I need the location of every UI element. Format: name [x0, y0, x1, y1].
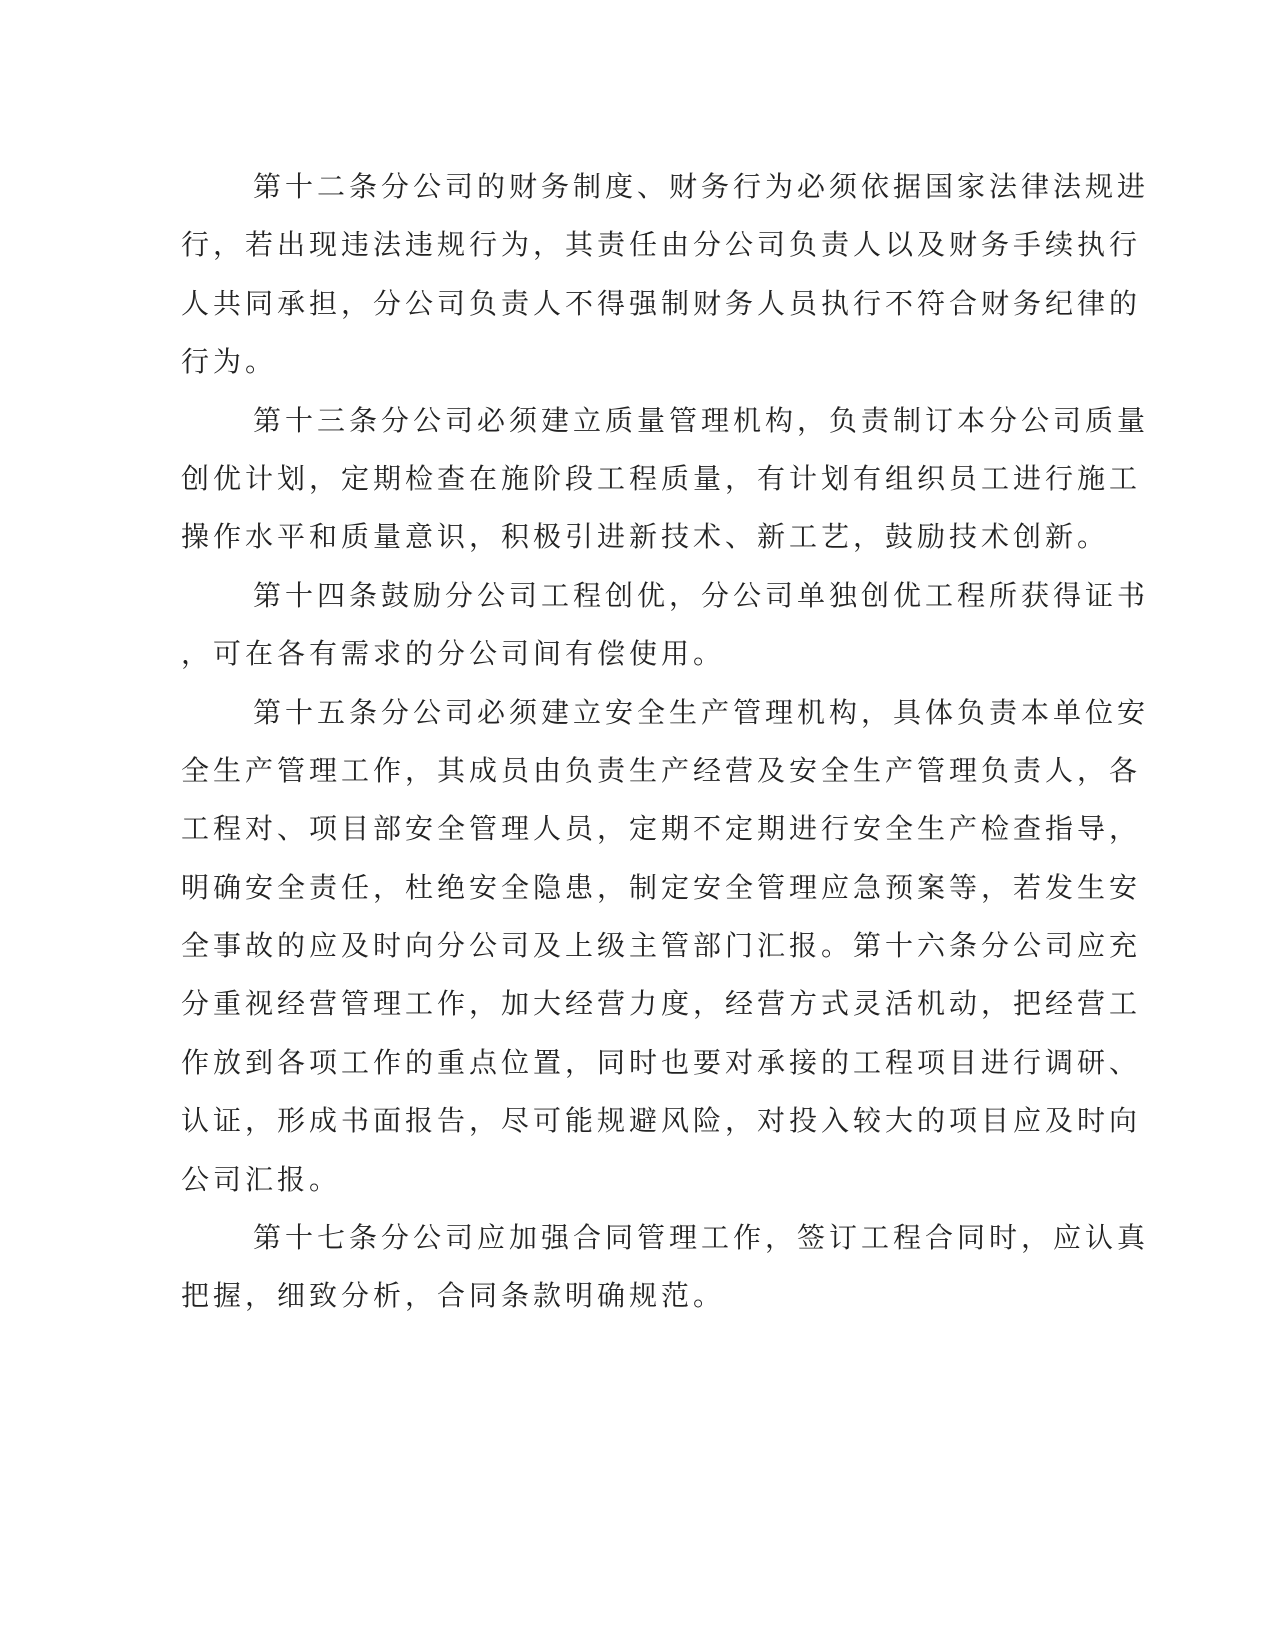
article-12-line-4: 行为。: [181, 345, 278, 379]
article-14-line-1: 第十四条鼓励分公司工程创优，分公司单独创优工程所获得证书: [253, 578, 1150, 612]
article-16-line-3: 作放到各项工作的重点位置，同时也要对承接的工程项目进行调研、: [181, 1045, 1142, 1079]
article-13-line-3: 操作水平和质量意识，积极引进新技术、新工艺，鼓励技术创新。: [181, 520, 1110, 554]
article-16-line-2: 分重视经营管理工作，加大经营力度，经营方式灵活机动，把经营工: [181, 987, 1142, 1021]
article-12-line-2: 行，若出现违法违规行为，其责任由分公司负责人以及财务手续执行: [181, 228, 1142, 262]
article-15-line-4: 明确安全责任，杜绝安全隐患，制定安全管理应急预案等，若发生安: [181, 870, 1142, 904]
document-body: [181, 158, 1150, 1326]
article-12-line-1: 第十二条分公司的财务制度、财务行为必须依据国家法律法规进: [253, 170, 1150, 203]
article-15-16-line-5: 全事故的应及时向分公司及上级主管部门汇报。第十六条分公司应充: [181, 929, 1142, 963]
article-13-line-2: 创优计划，定期检查在施阶段工程质量，有计划有组织员工进行施工: [181, 461, 1142, 495]
article-15-line-1: 第十五条分公司必须建立安全生产管理机构，具体负责本单位安: [253, 695, 1150, 729]
article-14-line-2: ，可在各有需求的分公司间有偿使用。: [181, 637, 726, 671]
article-15-line-3: 工程对、项目部安全管理人员，定期不定期进行安全生产检查指导，: [181, 812, 1142, 846]
article-15-line-2: 全生产管理工作，其成员由负责生产经营及安全生产管理负责人，各: [181, 753, 1142, 787]
article-12-line-3: 人共同承担，分公司负责人不得强制财务人员执行不符合财务纪律的: [181, 286, 1142, 320]
article-16-line-5: 公司汇报。: [181, 1162, 342, 1196]
article-13-line-1: 第十三条分公司必须建立质量管理机构，负责制订本分公司质量: [253, 403, 1150, 437]
article-17-line-1: 第十七条分公司应加强合同管理工作，签订工程合同时，应认真: [253, 1221, 1150, 1255]
article-17-line-2: 把握，细致分析，合同条款明确规范。: [181, 1279, 726, 1313]
article-16-line-4: 认证，形成书面报告，尽可能规避风险，对投入较大的项目应及时向: [181, 1104, 1142, 1138]
